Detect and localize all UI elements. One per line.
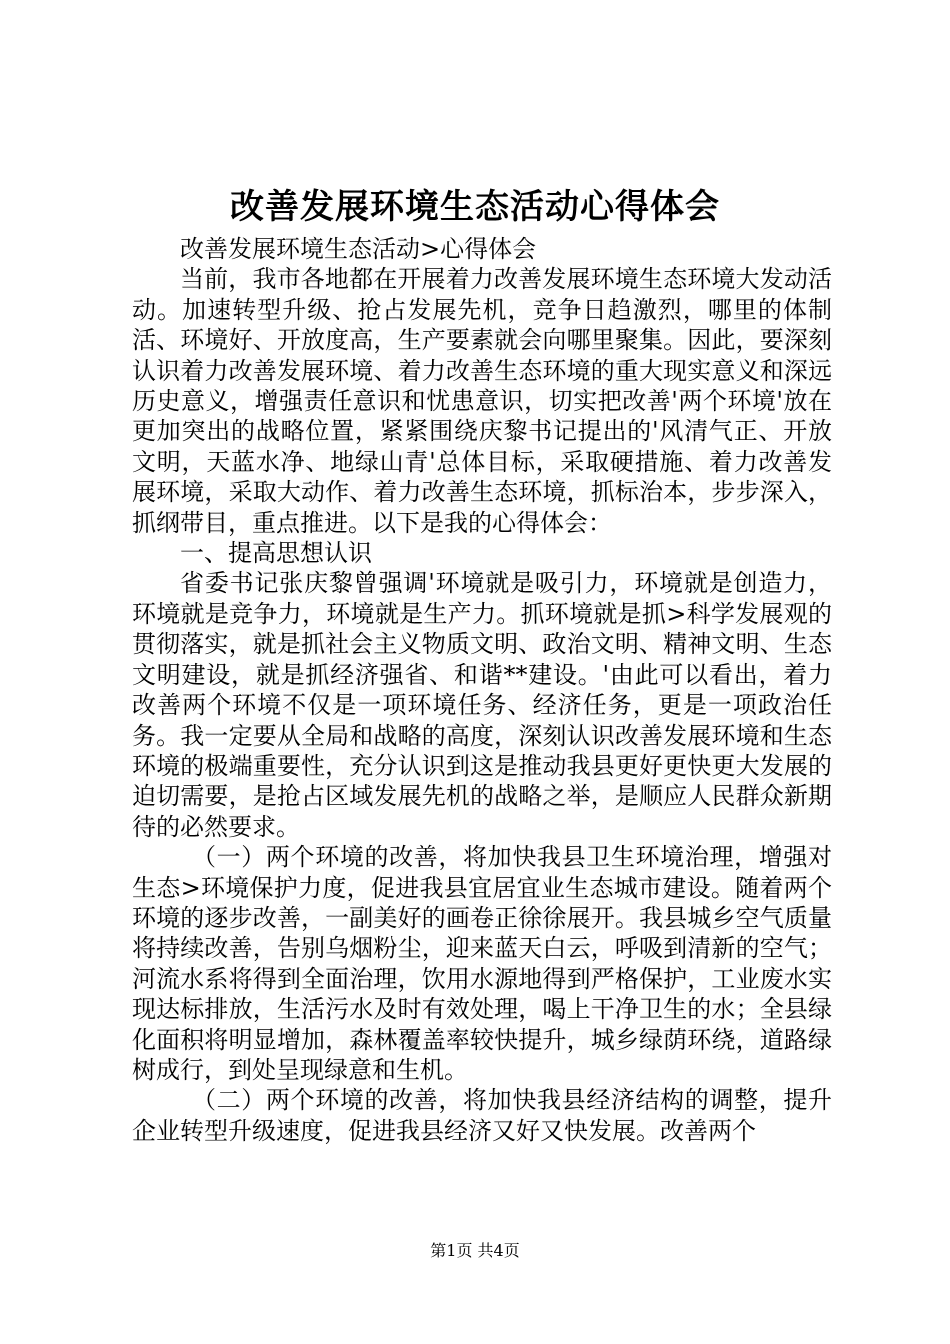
paragraph-subtitle: 改善发展环境生态活动>心得体会	[180, 235, 537, 263]
paragraph-point-two: （二）两个环境的改善，将加快我县经济结构的调整，提升企业转型升级速度，促进我县经济又好又快发展。改善两个	[132, 1086, 832, 1145]
document-body	[132, 234, 832, 1146]
paragraph-body: 省委书记张庆黎曾强调'环境就是吸引力，环境就是创造力，环境就是竞争力，环境就是生产力。抓环境就是抓>科学发展观的贯彻落实，就是抓社会主义物质文明、政治文明、精神文明、生态文明建设，就是抓经济强省、和谐**建设。'由此可以看出，着力改善两个环境不仅是一项环境任务、经济任务，更是一项政治任务。我一定要从全局和战略的高度，深刻认识改善发展环境和生态环境的极端重要性，充分认识到这是推动我县更好更快更大发展的迫切需要，是抢占区域发展先机的战略之举，是顺应人民群众新期待的必然要求。	[132, 569, 832, 841]
paragraph-intro: 当前，我市各地都在开展着力改善发展环境生态环境大发动活动。加速转型升级、抢占发展先机，竞争日趋激烈，哪里的体制活、环境好、开放度高，生产要素就会向哪里聚集。因此，要深刻认识着力改善发展环境、着力改善生态环境的重大现实意义和深远历史意义，增强责任意识和忧患意识，切实把改善'两个环境'放在更加突出的战略位置，紧紧围绕庆黎书记提出的'风清气正、开放文明，天蓝水净、地绿山青'总体目标，采取硬措施、着力改善发展环境，采取大动作、着力改善生态环境，抓标治本，步步深入，抓纲带目，重点推进。以下是我的心得体会：	[132, 265, 832, 537]
paragraph-point-one: （一）两个环境的改善，将加快我县卫生环境治理，增强对生态>环境保护力度，促进我县宜居宜业生态城市建设。随着两个环境的逐步改善，一副美好的画卷正徐徐展开。我县城乡空气质量将持续改善，告别乌烟粉尘，迎来蓝天白云，呼吸到清新的空气；河流水系将得到全面治理，饮用水源地得到严格保护，工业废水实现达标排放，生活污水及时有效处理，喝上干净卫生的水；全县绿化面积将明显增加，森林覆盖率较快提升，城乡绿荫环绕，道路绿树成行，到处呈现绿意和生机。	[132, 843, 832, 1084]
section-heading: 一、提高思想认识	[180, 539, 372, 568]
page-footer: 第1页 共4页	[430, 1241, 520, 1260]
document-title: 改善发展环境生态活动心得体会	[230, 187, 720, 227]
